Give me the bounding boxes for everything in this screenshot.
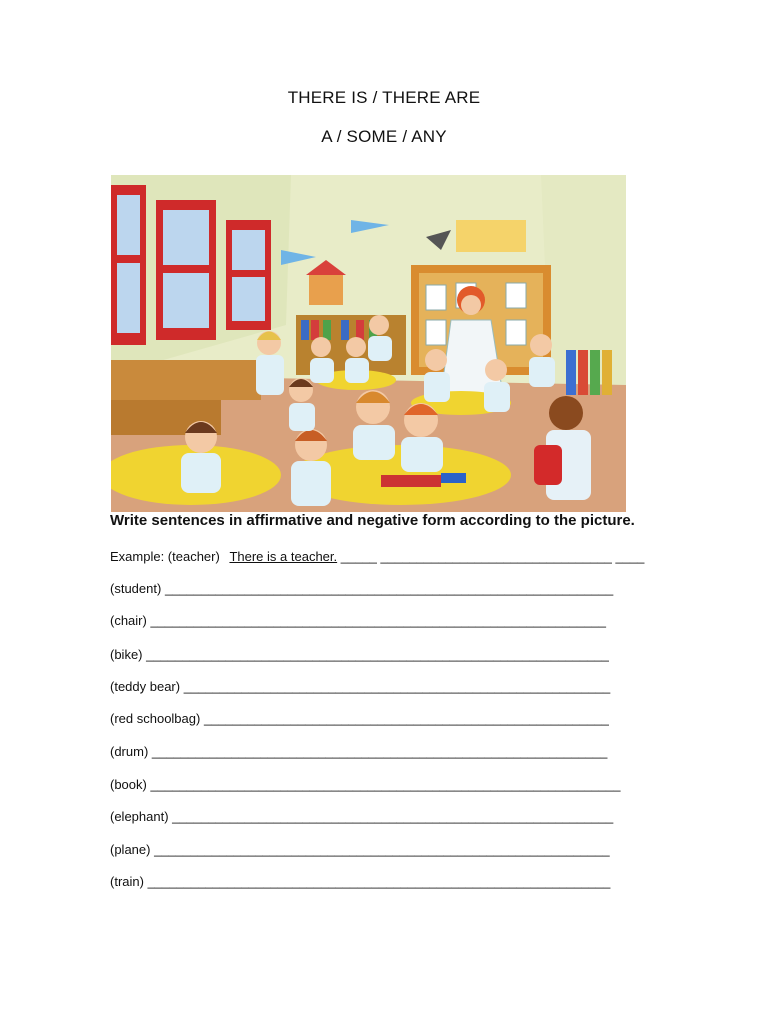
exercise-prompt: (book) — [110, 777, 147, 792]
exercise-row — [110, 874, 610, 889]
exercise-row — [110, 777, 620, 792]
classroom-illustration — [111, 175, 626, 512]
exercise-row — [110, 711, 609, 726]
answer-blank[interactable]: ___________________________________________________________ — [183, 679, 611, 694]
exercise-prompt: (bike) — [110, 647, 143, 662]
answer-blank[interactable]: _______________________________________________________________ — [150, 613, 606, 628]
example-blank[interactable]: _____ ________________________________ ____ — [340, 549, 645, 564]
worksheet-title: THERE IS / THERE ARE — [287, 88, 481, 107]
exercise-row — [110, 809, 613, 824]
answer-blank[interactable]: ________________________________________________________ — [203, 711, 609, 726]
exercise-prompt: (plane) — [110, 842, 151, 857]
exercise-row — [110, 744, 607, 759]
example-label: Example: (teacher) — [110, 549, 220, 564]
exercise-prompt: (chair) — [110, 613, 147, 628]
exercise-prompt: (elephant) — [110, 809, 169, 824]
answer-blank[interactable]: ________________________________________________________________ — [147, 874, 611, 889]
worksheet-subtitle: A / SOME / ANY — [321, 127, 447, 146]
instructions: Write sentences in affirmative and negative form according to the picture. — [110, 512, 635, 529]
exercise-row — [110, 679, 610, 694]
exercise-row — [110, 842, 610, 857]
answer-blank[interactable]: _______________________________________________________________ — [154, 842, 610, 857]
exercise-prompt: (drum) — [110, 744, 149, 759]
example-row — [110, 549, 644, 564]
example-answer: There is a teacher. — [229, 549, 338, 564]
answer-blank[interactable]: ________________________________________________________________ — [146, 647, 609, 662]
answer-blank[interactable]: ______________________________________________________________ — [164, 581, 614, 596]
exercise-prompt: (student) — [110, 581, 162, 596]
exercise-prompt: (train) — [110, 874, 144, 889]
exercise-row — [110, 647, 609, 662]
exercise-prompt: (red schoolbag) — [110, 711, 201, 726]
exercise-row — [110, 613, 606, 628]
exercise-prompt: (teddy bear) — [110, 679, 181, 694]
answer-blank[interactable]: _________________________________________________________________ — [150, 777, 621, 792]
answer-blank[interactable]: _______________________________________________________________ — [151, 744, 608, 759]
exercise-row — [110, 581, 613, 596]
answer-blank[interactable]: _____________________________________________________________ — [172, 809, 614, 824]
